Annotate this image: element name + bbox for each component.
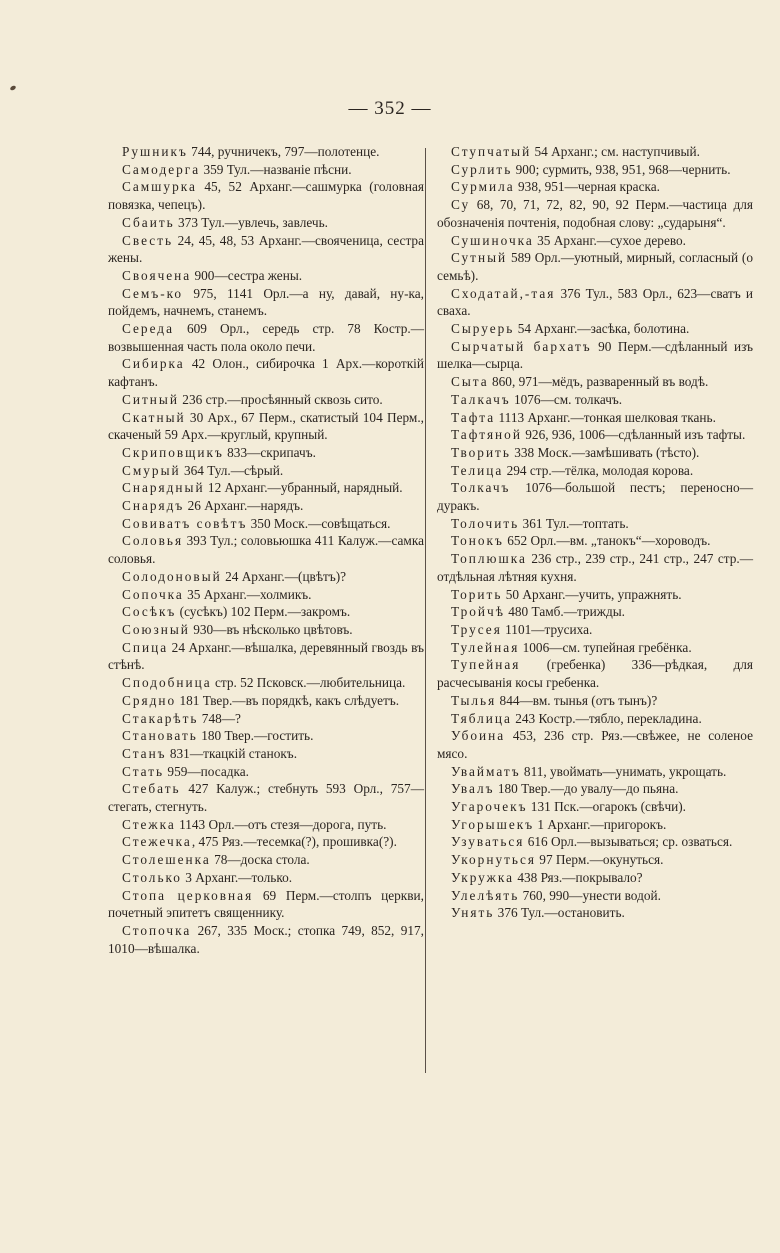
entry-headword: Стежка — [122, 816, 176, 832]
entry-definition: 1113 Арханг.—тонкая шелковая ткань. — [495, 409, 716, 425]
entry-headword: Сходатай,-тая — [451, 285, 556, 301]
entry-definition: 609 Орл., середь стр. 78 Костр.—возвышенная часть пола около печи. — [108, 321, 424, 354]
dictionary-entry — [437, 692, 753, 710]
entry-definition: 480 Тамб.—трижды. — [504, 604, 625, 620]
entry-headword: Тулейная — [451, 639, 520, 655]
dictionary-entry — [108, 462, 424, 480]
dictionary-entry — [437, 409, 753, 427]
entry-headword: Столько — [122, 869, 182, 885]
entry-definition: 427 Калуж.; стебнуть 593 Орл., 757—стегать, стегнуть. — [108, 781, 424, 815]
entry-headword: Совиватъ совѣтъ — [122, 515, 248, 531]
entry-headword: Становать — [122, 728, 198, 744]
dictionary-entry — [437, 550, 753, 585]
entry-definition: 359 Тул.—названіе пѣсни. — [200, 161, 352, 177]
dictionary-entry — [437, 586, 753, 604]
entry-headword: Снарядъ — [122, 498, 185, 514]
column-divider — [425, 148, 426, 1073]
dictionary-entry — [108, 603, 424, 621]
left-column — [108, 143, 424, 957]
entry-headword: Трусея — [451, 621, 502, 637]
entry-definition: 616 Орл.—вызываться; ср. озваться. — [524, 834, 733, 850]
entry-definition: 453, 236 стр. Ряз.—свѣжее, не соленое мясо. — [437, 728, 753, 761]
entry-headword: Стакарѣть — [122, 710, 199, 726]
entry-definition: стр. 52 Псковск.—любительница. — [211, 675, 406, 691]
entry-headword: Сибирка — [122, 356, 185, 372]
entry-definition: 652 Орл.—вм. „танокъ“—хороводъ. — [503, 533, 711, 549]
dictionary-entry — [437, 178, 753, 196]
entry-definition: 844—вм. тынья (отъ тынъ)? — [496, 692, 658, 708]
entry-definition: 35 Арханг.—сухое дерево. — [533, 232, 687, 248]
entry-headword: Смурый — [122, 462, 181, 478]
entry-headword: Сутный — [451, 250, 508, 266]
entry-definition: 42 Олон., сибирочка 1 Арх.—короткій кафтанъ. — [108, 356, 424, 390]
dictionary-entry — [108, 639, 424, 674]
entry-definition: 26 Арханг.—нарядъ. — [184, 498, 304, 514]
entry-definition: 78—доска стола. — [210, 852, 310, 868]
entry-definition: 24, 45, 48, 53 Арханг.—свояченица, сестра жены. — [108, 232, 424, 266]
entry-definition: 1006—см. тупейная гребёнка. — [519, 639, 692, 655]
entry-headword: Сподобница — [122, 675, 212, 691]
dictionary-entry — [108, 869, 424, 887]
dictionary-entry — [437, 710, 753, 728]
entry-definition: 68, 70, 71, 72, 82, 90, 92 Перм.—частица для обозначенія почтенія, подобная слову: „сударыня“. — [437, 197, 753, 230]
dictionary-entry — [108, 851, 424, 869]
entry-definition: 364 Тул.—сѣрый. — [180, 462, 284, 478]
entry-headword: Сырчатый бархатъ — [451, 338, 592, 354]
dictionary-entry — [108, 178, 424, 213]
entry-definition: 69 Перм.—столпъ церкви, почетный эпитетъ священнику. — [108, 887, 424, 921]
dictionary-entry — [108, 161, 424, 179]
entry-headword: Середа — [122, 321, 174, 337]
entry-headword: Самодерга — [122, 161, 201, 177]
dictionary-entry — [437, 373, 753, 391]
entry-headword: Самшурка — [122, 179, 197, 195]
dictionary-entry — [108, 621, 424, 639]
entry-headword: Стебать — [122, 781, 181, 797]
dictionary-entry — [108, 444, 424, 462]
entry-definition: 90 Перм.—сдѣланный изъ шелка—сырца. — [437, 338, 753, 372]
dictionary-entry — [108, 692, 424, 710]
dictionary-entry — [437, 887, 753, 905]
entry-headword: Тяблица — [451, 710, 512, 726]
entry-definition: 975, 1141 Орл.—а ну, давай, ну-ка, пойдемъ, начнемъ, станемъ. — [108, 285, 424, 319]
entry-headword: Сосѣкъ — [122, 604, 177, 620]
entry-definition: 744, ручничекъ, 797—полотенце. — [187, 144, 380, 159]
entry-headword: Творить — [451, 444, 511, 460]
dictionary-entry — [437, 196, 753, 231]
entry-headword: Тонокъ — [451, 533, 504, 549]
entry-definition: 1 Арханг.—пригорокъ. — [534, 816, 667, 832]
entry-headword: Торить — [451, 586, 503, 602]
entry-headword: Сыта — [451, 374, 489, 390]
entry-headword: Тупейная — [451, 657, 521, 673]
entry-headword: Солодоновый — [122, 568, 222, 584]
dictionary-entry — [108, 515, 424, 533]
entry-definition: 3 Арханг.—только. — [181, 869, 293, 885]
entry-headword: Телица — [451, 462, 504, 478]
entry-definition: 54 Арханг.; см. наступчивый. — [531, 144, 700, 159]
entry-definition: 350 Моск.—совѣщаться. — [247, 515, 391, 531]
entry-headword: Сыруерь — [451, 321, 515, 337]
dictionary-entry — [108, 922, 424, 957]
entry-headword: Семъ-ко — [122, 285, 184, 301]
dictionary-entry — [108, 391, 424, 409]
entry-headword: Столешенка — [122, 852, 211, 868]
entry-definition: 376 Тул.—остановить. — [494, 905, 625, 921]
dictionary-entry — [437, 532, 753, 550]
dictionary-entry — [437, 816, 753, 834]
entry-definition: 30 Арх., 67 Перм., скатистый 104 Перм., скаченый 59 Арх.—круглый, крупный. — [108, 409, 424, 443]
entry-headword: Увалъ — [451, 781, 495, 797]
entry-headword: Убоина — [451, 728, 506, 744]
right-column — [437, 143, 753, 922]
dictionary-entry — [437, 320, 753, 338]
entry-headword: Тройчѣ — [451, 604, 505, 620]
entry-headword: Узуваться — [451, 834, 525, 850]
entry-definition: 833—скрипачъ. — [223, 444, 316, 460]
dictionary-entry — [108, 320, 424, 355]
entry-headword: Талкачъ — [451, 391, 511, 407]
dictionary-entry — [108, 833, 424, 851]
entry-headword: Улелѣять — [451, 887, 520, 903]
dictionary-entry — [437, 869, 753, 887]
dictionary-entry — [437, 143, 753, 161]
entry-definition: 181 Твер.—въ порядкѣ, какъ слѣдуетъ. — [176, 692, 400, 708]
entry-definition: 35 Арханг.—холмикъ. — [183, 586, 312, 602]
entry-definition: 236 стр., 239 стр., 241 стр., 247 стр.—отдѣльная лѣтняя кухня. — [437, 551, 753, 584]
entry-headword: Увайматъ — [451, 763, 521, 779]
entry-headword: Своячена — [122, 267, 192, 283]
entry-headword: Сушиночка — [451, 232, 534, 248]
dictionary-entry — [437, 161, 753, 179]
dictionary-entry — [437, 780, 753, 798]
dictionary-entry — [437, 833, 753, 851]
entry-definition: 294 стр.—тёлка, молодая корова. — [503, 462, 694, 478]
dictionary-entry — [437, 621, 753, 639]
entry-definition: 97 Перм.—окунуться. — [535, 852, 664, 868]
dictionary-entry — [437, 515, 753, 533]
dictionary-entry — [108, 497, 424, 515]
dictionary-entry — [108, 674, 424, 692]
ink-speck — [9, 85, 16, 91]
dictionary-entry — [437, 479, 753, 514]
entry-headword: Сбаить — [122, 214, 175, 230]
entry-headword: Угорышекъ — [451, 816, 535, 832]
entry-definition: , 475 Ряз.—тесемка(?), прошивка(?). — [191, 834, 397, 850]
entry-headword: Топлюшка — [451, 551, 527, 567]
entry-definition: 373 Тул.—увлечь, завлечь. — [174, 214, 328, 230]
entry-definition: 760, 990—унести водой. — [519, 887, 661, 903]
entry-headword: Свесть — [122, 232, 174, 248]
entry-headword: Стопочка — [122, 922, 192, 938]
entry-definition: 393 Тул.; соловьюшка 411 Калуж.—самка соловья. — [108, 533, 424, 567]
entry-definition: 860, 971—мёдъ, разваренный въ водѣ. — [488, 374, 709, 390]
dictionary-entry — [108, 887, 424, 922]
dictionary-entry — [437, 763, 753, 781]
dictionary-entry — [437, 727, 753, 762]
entry-headword: Скриповщикъ — [122, 444, 224, 460]
dictionary-entry — [437, 904, 753, 922]
dictionary-entry — [437, 851, 753, 869]
dictionary-entry — [437, 798, 753, 816]
dictionary-entry — [437, 426, 753, 444]
entry-headword: Союзный — [122, 621, 190, 637]
dictionary-entry — [437, 444, 753, 462]
dictionary-entry — [108, 745, 424, 763]
entry-headword: Спица — [122, 639, 169, 655]
entry-definition: 361 Тул.—топтать. — [519, 515, 629, 531]
entry-definition: 930—въ нѣсколько цвѣтовъ. — [189, 621, 353, 637]
entry-headword: Сопочка — [122, 586, 184, 602]
dictionary-entry — [108, 816, 424, 834]
entry-headword: Сурмила — [451, 179, 515, 195]
entry-headword: Скатный — [122, 409, 186, 425]
entry-headword: Снарядный — [122, 480, 205, 496]
dictionary-entry — [437, 232, 753, 250]
dictionary-entry — [108, 214, 424, 232]
entry-headword: Толочить — [451, 515, 520, 531]
entry-headword: Рушникъ — [122, 144, 188, 159]
entry-definition: 180 Твер.—гостить. — [197, 728, 314, 744]
entry-headword: Су — [451, 197, 471, 213]
entry-headword: Унять — [451, 905, 495, 921]
entry-definition: 1076—большой пестъ; переносно—дуракъ. — [437, 480, 753, 514]
entry-definition: 1143 Орл.—отъ стезя—дорога, путь. — [175, 816, 387, 832]
entry-headword: Стопа церковная — [122, 887, 254, 903]
dictionary-entry — [108, 143, 424, 161]
page-number: — 352 — — [348, 98, 432, 119]
entry-definition: 131 Пск.—огарокъ (свѣчи). — [527, 799, 687, 815]
dictionary-entry — [437, 462, 753, 480]
entry-headword: Ступчатый — [451, 144, 532, 159]
entry-headword: Угарочекъ — [451, 799, 528, 815]
entry-definition: 959—посадка. — [164, 763, 249, 779]
entry-definition: 1101—трусиха. — [501, 621, 593, 637]
entry-definition: 589 Орл.—уютный, мирный, согласный (о семьѣ). — [437, 250, 753, 283]
entry-headword: Укорнуться — [451, 852, 536, 868]
dictionary-entry — [108, 727, 424, 745]
entry-definition: 926, 936, 1006—сдѣланный изъ тафты. — [521, 427, 746, 443]
entry-definition: 811, увоймать—унимать, укрощать. — [520, 763, 727, 779]
dictionary-entry — [108, 285, 424, 320]
entry-definition: 236 стр.—просѣянный сквозь сито. — [178, 391, 383, 407]
entry-definition: 180 Твер.—до увалу—до пьяна. — [494, 781, 679, 797]
entry-definition: 900; сурмить, 938, 951, 968—чернить. — [512, 161, 731, 177]
dictionary-entry — [108, 763, 424, 781]
entry-headword: Соловья — [122, 533, 184, 549]
entry-definition: 12 Арханг.—убранный, нарядный. — [204, 480, 403, 496]
entry-headword: Тафта — [451, 409, 496, 425]
entry-headword: Тылья — [451, 692, 497, 708]
entry-definition: 45, 52 Арханг.—сашмурка (головная повязка, чепецъ). — [108, 179, 424, 213]
entry-definition: 900—сестра жены. — [191, 267, 303, 283]
entry-definition: 748—? — [198, 710, 241, 726]
entry-definition: 243 Костр.—тябло, перекладина. — [511, 710, 702, 726]
entry-headword: Станъ — [122, 745, 167, 761]
entry-headword: Толкачъ — [451, 480, 511, 496]
entry-definition: 24 Арханг.—(цвѣтъ)? — [221, 568, 347, 584]
dictionary-entry — [437, 338, 753, 373]
entry-definition: 267, 335 Моск.; стопка 749, 852, 917, 1010—вѣшалка. — [108, 922, 424, 956]
dictionary-entry — [108, 267, 424, 285]
dictionary-entry — [108, 780, 424, 815]
entry-definition: 376 Тул., 583 Орл., 623—сватъ и сваха. — [437, 285, 753, 319]
entry-definition: 831—ткацкій станокъ. — [166, 745, 298, 761]
entry-headword: Сурлить — [451, 161, 513, 177]
dictionary-entry — [437, 249, 753, 284]
dictionary-entry — [108, 409, 424, 444]
dictionary-entry — [437, 656, 753, 691]
dictionary-entry — [108, 355, 424, 390]
dictionary-entry — [108, 586, 424, 604]
entry-definition: (гребенка) 336—рѣдкая, для расчесыванія косы гребенка. — [437, 657, 753, 691]
entry-definition: 1076—см. толкачъ. — [510, 391, 623, 407]
entry-definition: (сусѣкъ) 102 Перм.—закромъ. — [176, 604, 351, 620]
dictionary-entry — [108, 232, 424, 267]
entry-definition: 50 Арханг.—учить, упражнять. — [502, 586, 682, 602]
entry-definition: 338 Моск.—замѣшивать (тѣсто). — [510, 444, 700, 460]
dictionary-entry — [108, 532, 424, 567]
dictionary-entry — [108, 568, 424, 586]
entry-definition: 938, 951—черная краска. — [514, 179, 660, 195]
entry-definition: 24 Арханг.—вѣшалка, деревянный гвоздь въ стѣнѣ. — [108, 639, 424, 673]
entry-headword: Срядно — [122, 692, 177, 708]
dictionary-entry — [108, 479, 424, 497]
entry-headword: Ситный — [122, 391, 179, 407]
entry-headword: Тафтяной — [451, 427, 522, 443]
dictionary-entry — [437, 391, 753, 409]
entry-headword: Стежечка — [122, 834, 192, 850]
entry-headword: Стать — [122, 763, 165, 779]
dictionary-entry — [108, 710, 424, 728]
entry-headword: Укружка — [451, 869, 514, 885]
entry-definition: 54 Арханг.—засѣка, болотина. — [514, 321, 690, 337]
dictionary-entry — [437, 285, 753, 320]
dictionary-entry — [437, 603, 753, 621]
dictionary-entry — [437, 639, 753, 657]
entry-definition: 438 Ряз.—покрывало? — [514, 869, 643, 885]
